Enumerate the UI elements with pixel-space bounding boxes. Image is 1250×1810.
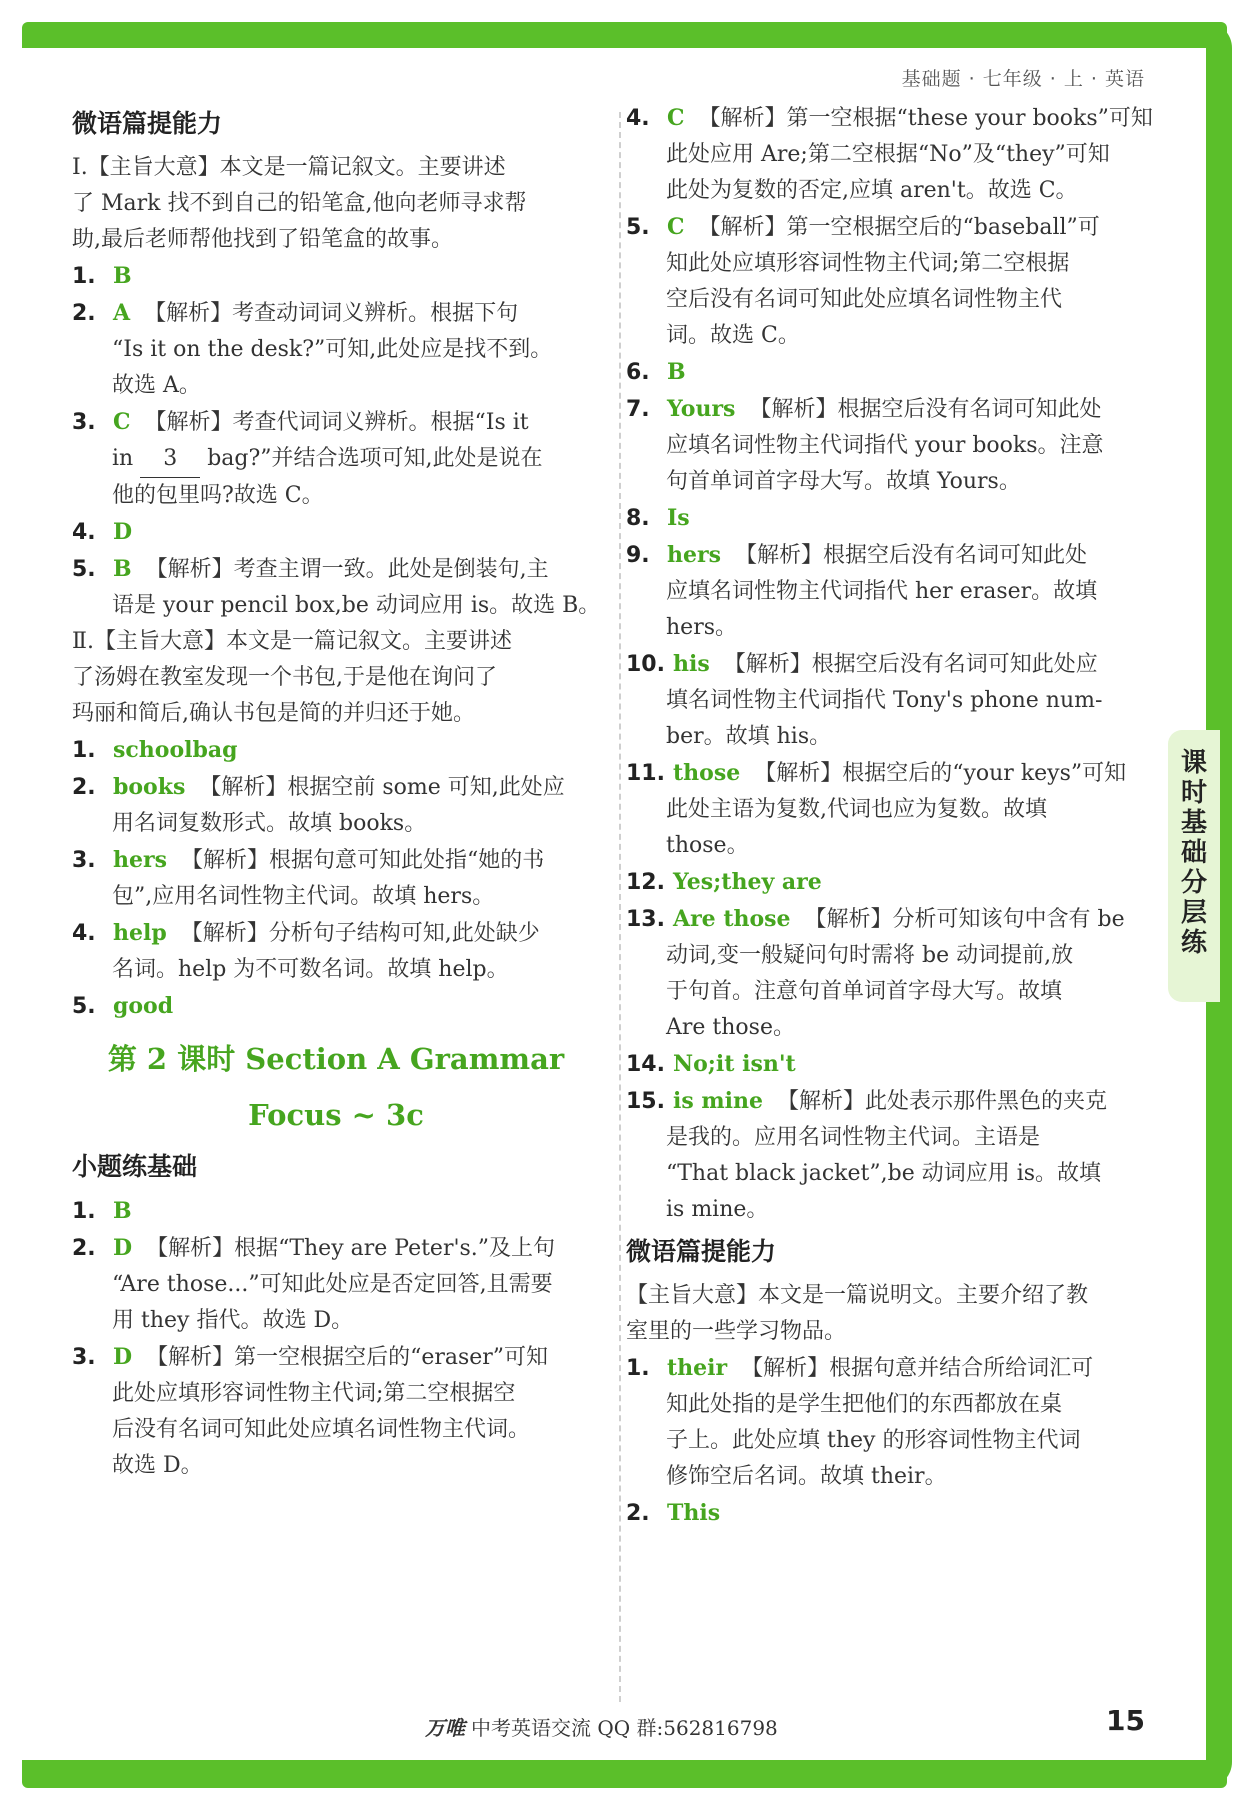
explanation-line: 后没有名词可知此处应填名词性物主代词。 — [112, 1417, 531, 1442]
explanation-text: 【解析】根据空后的“your keys”可知 — [754, 761, 1127, 786]
explanation-line: 于句首。注意句首单词首字母大写。故填 — [666, 979, 1063, 1004]
explanation-line: Are those。 — [666, 1015, 795, 1040]
answer-item — [72, 842, 600, 879]
answer-item — [72, 769, 600, 806]
answer-key: schoolbag — [113, 737, 238, 763]
explanation-line: “Are those...”可知此处应是否定回答,且需要 — [112, 1272, 553, 1297]
answer-key: good — [113, 993, 174, 1019]
explanation-text: 【解析】考查代词词义辨析。根据“Is it — [144, 410, 529, 435]
item-number: 6. — [626, 360, 650, 385]
explanation-line: 是我的。应用名词性物主代词。主语是 — [666, 1125, 1041, 1150]
answer-item — [626, 1083, 1156, 1120]
explanation-line: 故选 D。 — [112, 1453, 203, 1478]
answer-item — [626, 1046, 1156, 1083]
section-title: 微语篇提能力 — [72, 109, 223, 138]
bottom-border — [22, 1760, 1227, 1788]
item-number: 4. — [72, 921, 96, 946]
page-number: 15 — [1106, 1704, 1145, 1737]
brand-logo: 万唯 — [425, 1716, 465, 1740]
answer-item — [72, 1193, 600, 1230]
item-number: 11. — [626, 761, 665, 786]
answer-key: This — [667, 1500, 721, 1526]
explanation-text: 【解析】根据句意并结合所给词汇可 — [741, 1356, 1094, 1381]
answer-key: Yours — [667, 396, 736, 422]
answer-item — [72, 551, 600, 588]
item-number: 7. — [626, 397, 650, 422]
answer-item — [72, 404, 600, 441]
explanation-text: 【解析】分析句子结构可知,此处缺少 — [180, 921, 540, 946]
explanation-line: ber。故填 his。 — [666, 724, 832, 749]
answer-item — [72, 732, 600, 769]
explanation-line: 用名词复数形式。故填 books。 — [112, 811, 427, 836]
explanation-text: 【解析】考查动词词义辨析。根据下句 — [144, 301, 519, 326]
item-number: 5. — [72, 994, 96, 1019]
answer-key: help — [113, 920, 167, 946]
explanation-line: 此处应用 Are;第二空根据“No”及“they”可知 — [666, 142, 1110, 167]
item-number: 5. — [626, 215, 650, 240]
explanation-text: 【解析】根据“They are Peter's.”及上句 — [146, 1236, 556, 1261]
explanation-line: 子上。此处应填 they 的形容词性物主代词 — [666, 1428, 1081, 1453]
footer-text: 中考英语交流 QQ 群:562816798 — [471, 1716, 778, 1740]
explanation-line: 修饰空后名词。故填 their。 — [666, 1464, 947, 1489]
answer-item — [626, 500, 1156, 537]
answer-key: those — [673, 760, 741, 786]
section-title: 小题练基础 — [72, 1152, 198, 1181]
item-number: 9. — [626, 543, 650, 568]
item-number: 3. — [72, 410, 96, 435]
answer-item — [626, 646, 1156, 683]
explanation-text: bag?”并结合选项可知,此处是说在 — [207, 446, 543, 471]
answer-key: D — [113, 1344, 133, 1370]
column-divider — [619, 112, 621, 1702]
answer-item — [626, 100, 1156, 137]
answer-key: hers — [667, 542, 721, 568]
answer-key: Are those — [673, 906, 791, 932]
item-number: 5. — [72, 557, 96, 582]
explanation-text: 【解析】根据空后没有名词可知此处 — [749, 397, 1102, 422]
explanation-line: 此处应填形容词性物主代词;第二空根据空 — [112, 1381, 516, 1406]
explanation-line: 他的包里吗?故选 C。 — [112, 483, 324, 508]
explanation-line: 用 they 指代。故选 D。 — [112, 1308, 354, 1333]
item-number: 10. — [626, 652, 665, 677]
item-number: 1. — [72, 738, 96, 763]
explanation-line: 填名词性物主代词指代 Tony's phone num- — [666, 688, 1103, 713]
explanation-line: 词。故选 C。 — [666, 323, 800, 348]
explanation-line: 知此处指的是学生把他们的东西都放在桌 — [666, 1392, 1063, 1417]
explanation-text: 【解析】第一空根据空后的“baseball”可 — [698, 215, 1100, 240]
item-number: 1. — [72, 1199, 96, 1224]
summary-line: 【主旨大意】本文是一篇说明文。主要介绍了教 — [626, 1283, 1089, 1308]
lesson-title: 第 2 课时 Section A Grammar — [107, 1042, 565, 1076]
answer-key: is mine — [673, 1088, 764, 1114]
explanation-text: 【解析】根据句意可知此处指“她的书 — [180, 848, 545, 873]
answer-item — [626, 354, 1156, 391]
explanation-line: 知此处应填形容词性物主代词;第二空根据 — [666, 251, 1070, 276]
answer-key: No;it isn't — [673, 1051, 796, 1077]
explanation-text: 【解析】考查主谓一致。此处是倒装句,主 — [145, 557, 549, 582]
summary-line: 了汤姆在教室发现一个书包,于是他在询问了 — [72, 665, 497, 690]
explanation-text: 【解析】根据空前 some 可知,此处应 — [199, 775, 565, 800]
summary-line: 室里的一些学习物品。 — [626, 1319, 847, 1344]
answer-item — [72, 295, 600, 332]
item-number: 2. — [626, 1501, 650, 1526]
explanation-line: “Is it on the desk?”可知,此处应是找不到。 — [112, 337, 553, 362]
explanation-text: 【解析】第一空根据“these your books”可知 — [698, 106, 1153, 131]
explanation-line: “That black jacket”,be 动词应用 is。故填 — [666, 1161, 1102, 1186]
explanation-line: 此处为复数的否定,应填 aren't。故选 C。 — [666, 178, 1078, 203]
explanation-line: 此处主语为复数,代词也应为复数。故填 — [666, 797, 1047, 822]
answer-item — [626, 1350, 1156, 1387]
explanation-line: hers。 — [666, 615, 737, 640]
answer-item — [72, 514, 600, 551]
answer-item — [626, 901, 1156, 938]
explanation-line: 故选 A。 — [112, 373, 201, 398]
answer-item — [626, 1495, 1156, 1532]
answer-key: D — [113, 519, 133, 545]
item-number: 3. — [72, 848, 96, 873]
answer-key: hers — [113, 847, 167, 873]
explanation-line: 名词。help 为不可数名词。故填 help。 — [112, 957, 509, 982]
item-number: 13. — [626, 907, 665, 932]
lesson-subtitle: Focus ~ 3c — [248, 1098, 424, 1132]
answer-key: C — [667, 105, 685, 131]
summary-line: Ⅱ.【主旨大意】本文是一篇记叙文。主要讲述 — [72, 629, 512, 654]
answer-item — [626, 864, 1156, 901]
explanation-line: is mine。 — [666, 1197, 769, 1222]
explanation-text: in — [112, 446, 134, 471]
summary-line: Ⅰ.【主旨大意】本文是一篇记叙文。主要讲述 — [72, 155, 506, 180]
explanation-line — [72, 441, 600, 478]
answer-item — [72, 1339, 600, 1376]
item-number: 2. — [72, 301, 96, 326]
answer-key: C — [113, 409, 131, 435]
item-number: 15. — [626, 1089, 665, 1114]
item-number: 4. — [72, 520, 96, 545]
left-column — [72, 100, 600, 1484]
answer-item — [626, 391, 1156, 428]
answer-key: B — [113, 1198, 132, 1224]
item-number: 3. — [72, 1345, 96, 1370]
answer-item — [72, 988, 600, 1025]
item-number: 14. — [626, 1052, 665, 1077]
answer-key: books — [113, 774, 186, 800]
answer-key: his — [673, 651, 710, 677]
answer-item — [72, 258, 600, 295]
page-header: 基础题 · 七年级 · 上 · 英语 — [901, 68, 1145, 90]
explanation-text: 【解析】此处表示那件黑色的夹克 — [777, 1089, 1108, 1114]
item-number: 12. — [626, 870, 665, 895]
explanation-line: 应填名词性物主代词指代 her eraser。故填 — [666, 579, 1098, 604]
explanation-text: 【解析】第一空根据空后的“eraser”可知 — [146, 1345, 549, 1370]
explanation-line: 包”,应用名词性物主代词。故填 hers。 — [112, 884, 495, 909]
explanation-line: 应填名词性物主代词指代 your books。注意 — [666, 433, 1104, 458]
answer-key: D — [113, 1235, 133, 1261]
explanation-line: 空后没有名词可知此处应填名词性物主代 — [666, 287, 1063, 312]
explanation-line: 句首单词首字母大写。故填 Yours。 — [666, 469, 1021, 494]
explanation-line: those。 — [666, 833, 749, 858]
answer-key: B — [113, 263, 132, 289]
answer-item — [72, 1230, 600, 1267]
item-number: 1. — [626, 1356, 650, 1381]
item-number: 2. — [72, 1236, 96, 1261]
answer-item — [626, 209, 1156, 246]
answer-key: Is — [667, 505, 690, 531]
explanation-line: 动词,变一般疑问句时需将 be 动词提前,放 — [666, 943, 1074, 968]
explanation-line: 语是 your pencil box,be 动词应用 is。故选 B。 — [112, 593, 601, 618]
item-number: 4. — [626, 106, 650, 131]
answer-item — [626, 537, 1156, 574]
footer-note — [425, 1712, 778, 1741]
answer-key: C — [667, 214, 685, 240]
answer-key: B — [113, 556, 132, 582]
answer-key: B — [667, 359, 686, 385]
explanation-text: 【解析】根据空后没有名词可知此处应 — [723, 652, 1098, 677]
answer-key: Yes;they are — [673, 869, 822, 895]
right-column — [626, 100, 1156, 1532]
explanation-text: 【解析】根据空后没有名词可知此处 — [734, 543, 1087, 568]
side-tab-label: 课时基础分层练 — [1180, 748, 1207, 958]
item-number: 8. — [626, 506, 650, 531]
item-number: 2. — [72, 775, 96, 800]
summary-line: 玛丽和简后,确认书包是简的并归还于她。 — [72, 701, 475, 726]
summary-line: 助,最后老师帮他找到了铅笔盒的故事。 — [72, 227, 453, 252]
answer-key: their — [667, 1355, 728, 1381]
section-title: 微语篇提能力 — [626, 1237, 777, 1266]
answer-key: A — [113, 300, 131, 326]
item-number: 1. — [72, 264, 96, 289]
summary-line: 了 Mark 找不到自己的铅笔盒,他向老师寻求帮 — [72, 191, 527, 216]
answer-item — [72, 915, 600, 952]
blank-number: 3 — [140, 441, 200, 478]
explanation-text: 【解析】分析可知该句中含有 be — [804, 907, 1125, 932]
answer-item — [626, 755, 1156, 792]
